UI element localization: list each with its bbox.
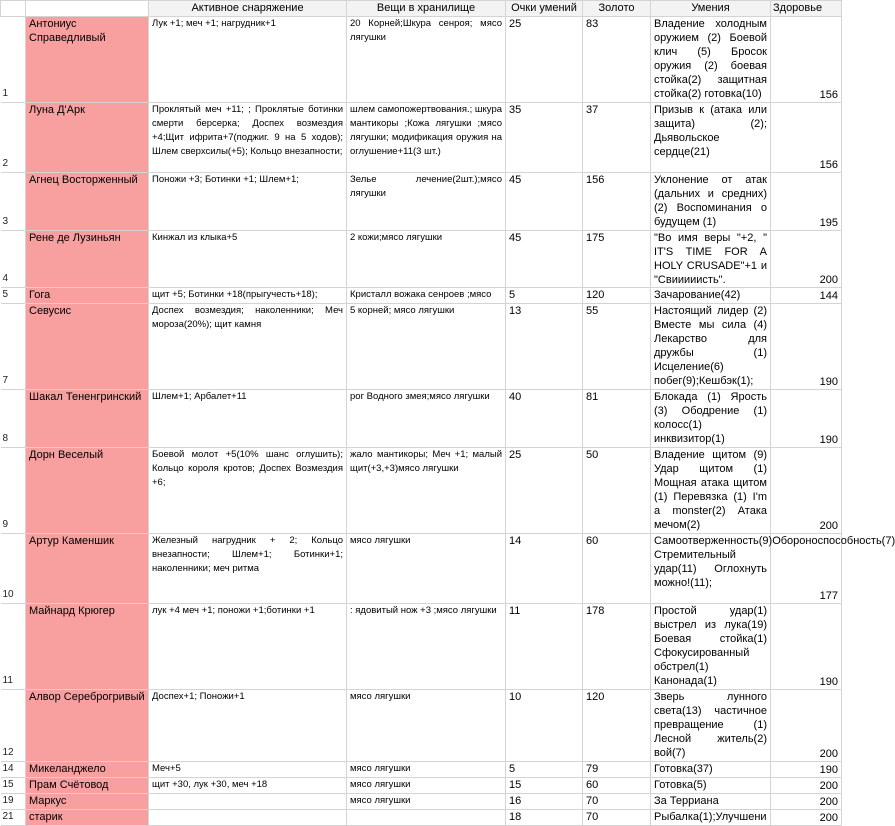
cell-gold[interactable]: 50	[583, 448, 651, 534]
cell-name[interactable]: Микеланджело	[26, 762, 149, 778]
cell-name[interactable]: Артур Каменшик	[26, 534, 149, 604]
cell-skills[interactable]: Блокада (1) Ярость (3) Ободрение (1) колосс(1) инквизитор(1)	[651, 390, 771, 448]
cell-gold[interactable]: 156	[583, 173, 651, 231]
cell-name[interactable]: Маркус	[26, 794, 149, 810]
cell-health[interactable]: 190	[771, 390, 842, 448]
cell-name[interactable]: Майнард Крюгер	[26, 604, 149, 690]
cell-name[interactable]: Прам Счётовод	[26, 778, 149, 794]
row-number: 8	[1, 390, 26, 448]
cell-storage[interactable]: мясо лягушки	[347, 794, 506, 810]
cell-skills[interactable]: Зверь лунного света(13) частичное превращение (1) Лесной житель(2) вой(7)	[651, 690, 771, 762]
cell-storage[interactable]: Зелье лечение(2шт.);мясо лягушки	[347, 173, 506, 231]
header-skills[interactable]: Умения	[651, 1, 771, 17]
cell-storage[interactable]: мясо лягушки	[347, 534, 506, 604]
cell-gold[interactable]: 178	[583, 604, 651, 690]
cell-equip[interactable]: лук +4 меч +1; поножи +1;ботинки +1	[149, 604, 347, 690]
table-row	[1, 231, 842, 288]
cell-equip[interactable]: Железный нагрудник + 2; Кольцо внезапности; Шлем+1; Ботинки+1; наколенники; меч ритма	[149, 534, 347, 604]
table-row	[1, 390, 842, 448]
row-number: 12	[1, 690, 26, 762]
cell-name[interactable]: Рене де Лузиньян	[26, 231, 149, 288]
table-row	[1, 288, 842, 304]
cell-equip[interactable]: Кинжал из клыка+5	[149, 231, 347, 288]
cell-storage[interactable]: мясо лягушки	[347, 690, 506, 762]
cell-skills[interactable]: Простой удар(1) выстрел из лука(19) Боевая стойка(1) Сфокусированный обстрел(1) Канонада(1)	[651, 604, 771, 690]
cell-equip[interactable]: Лук +1; меч +1; нагрудник+1	[149, 17, 347, 103]
cell-health[interactable]: 190	[771, 604, 842, 690]
cell-gold[interactable]: 79	[583, 762, 651, 778]
cell-equip[interactable]: щит +5; Ботинки +18(прыгучесть+18);	[149, 288, 347, 304]
cell-storage[interactable]: : ядовитый нож +3 ;мясо лягушки	[347, 604, 506, 690]
row-number: 4	[1, 231, 26, 288]
cell-health[interactable]: 200	[771, 231, 842, 288]
cell-name[interactable]: Луна Д'Арк	[26, 103, 149, 173]
cell-equip[interactable]: Боевой молот +5(10% шанс оглушить); Кольцо короля кротов; Доспех Возмездия +6;	[149, 448, 347, 534]
cell-name[interactable]: Дорн Веселый	[26, 448, 149, 534]
cell-health[interactable]: 200	[771, 794, 842, 810]
header-points[interactable]: Очки умений	[506, 1, 583, 17]
row-number: 10	[1, 534, 26, 604]
cell-storage[interactable]: 5 корней; мясо лягушки	[347, 304, 506, 390]
cell-skills[interactable]: Готовка(5)	[651, 778, 771, 794]
cell-equip[interactable]: Меч+5	[149, 762, 347, 778]
cell-points[interactable]: 25	[506, 17, 583, 103]
cell-health[interactable]: 190	[771, 762, 842, 778]
cell-health[interactable]: 144	[771, 288, 842, 304]
cell-points[interactable]: 40	[506, 390, 583, 448]
table-row	[1, 810, 842, 826]
cell-health[interactable]: 190	[771, 304, 842, 390]
cell-points[interactable]: 13	[506, 304, 583, 390]
cell-storage[interactable]: Кристалл вожака сенроев ;мясо	[347, 288, 506, 304]
table-row	[1, 17, 842, 103]
cell-skills[interactable]: Готовка(37)	[651, 762, 771, 778]
cell-gold[interactable]: 83	[583, 17, 651, 103]
cell-name[interactable]: Агнец Восторженный	[26, 173, 149, 231]
header-name-blank[interactable]	[26, 1, 149, 17]
cell-points[interactable]: 45	[506, 231, 583, 288]
header-row	[1, 1, 842, 17]
cell-health[interactable]: 200	[771, 778, 842, 794]
cell-storage[interactable]: 20 Корней;Шкура сенроя; мясо лягушки	[347, 17, 506, 103]
cell-equip[interactable]: Доспех+1; Поножи+1	[149, 690, 347, 762]
cell-skills[interactable]: Рыбалка(1);Улучшени	[651, 810, 771, 826]
cell-points[interactable]: 5	[506, 762, 583, 778]
cell-storage[interactable]: рог Водного змея;мясо лягушки	[347, 390, 506, 448]
table-row	[1, 604, 842, 690]
cell-skills[interactable]: Владение щитом (9) Удар щитом (1) Мощная атака щитом (1) Перевязка (1) I'm a monster(2) Атака мечом(2)	[651, 448, 771, 534]
header-gold[interactable]: Золото	[583, 1, 651, 17]
cell-name[interactable]: старик	[26, 810, 149, 826]
row-number: 15	[1, 778, 26, 794]
table-row	[1, 762, 842, 778]
cell-gold[interactable]: 70	[583, 794, 651, 810]
cell-name[interactable]: Севусис	[26, 304, 149, 390]
cell-equip[interactable]: Проклятый меч +11; ; Проклятые ботинки смерти берсерка; Доспех возмездия +4;Щит ифрита+7(поджиг. 9 на 5 ходов); Шлем сверхсилы(+5); Кольцо внезапности;	[149, 103, 347, 173]
table-row	[1, 690, 842, 762]
cell-storage[interactable]	[347, 810, 506, 826]
cell-skills[interactable]: Призыв к (атака или защита) (2); Дьявольское сердце(21)	[651, 103, 771, 173]
cell-points[interactable]: 15	[506, 778, 583, 794]
table-row	[1, 448, 842, 534]
cell-points[interactable]: 45	[506, 173, 583, 231]
cell-equip[interactable]: щит +30, лук +30, меч +18	[149, 778, 347, 794]
cell-storage[interactable]: жало мантикоры; Меч +1; малый щит(+3,+3)мясо лягушки	[347, 448, 506, 534]
row-number: 5	[1, 288, 26, 304]
row-number: 21	[1, 810, 26, 826]
table-row	[1, 534, 842, 604]
header-health[interactable]: Здоровье	[771, 1, 842, 17]
cell-skills[interactable]: Зачарование(42)	[651, 288, 771, 304]
cell-points[interactable]: 35	[506, 103, 583, 173]
cell-health[interactable]: 156	[771, 17, 842, 103]
cell-points[interactable]: 18	[506, 810, 583, 826]
cell-points[interactable]: 16	[506, 794, 583, 810]
cell-storage[interactable]: мясо лягушки	[347, 778, 506, 794]
cell-health[interactable]: 177	[771, 534, 842, 604]
header-storage[interactable]: Вещи в хранилище	[347, 1, 506, 17]
cell-points[interactable]: 10	[506, 690, 583, 762]
cell-storage[interactable]: мясо лягушки	[347, 762, 506, 778]
cell-health[interactable]: 195	[771, 173, 842, 231]
cell-gold[interactable]: 60	[583, 778, 651, 794]
cell-equip[interactable]	[149, 794, 347, 810]
row-number: 3	[1, 173, 26, 231]
row-number: 1	[1, 17, 26, 103]
table-row	[1, 778, 842, 794]
header-equip[interactable]: Активное снаряжение	[149, 1, 347, 17]
cell-skills[interactable]: Владение холодным оружием (2) Боевой клич (5) Бросок оружия (2) боевая стойка(2) защитная стойка(2) готовка(10)	[651, 17, 771, 103]
cell-health[interactable]: 156	[771, 103, 842, 173]
row-number: 11	[1, 604, 26, 690]
cell-skills[interactable]: За Терриана	[651, 794, 771, 810]
row-number: 19	[1, 794, 26, 810]
cell-name[interactable]: Гога	[26, 288, 149, 304]
cell-gold[interactable]: 175	[583, 231, 651, 288]
cell-storage[interactable]: 2 кожи;мясо лягушки	[347, 231, 506, 288]
cell-gold[interactable]: 60	[583, 534, 651, 604]
cell-name[interactable]: Алвор Сереброгривый	[26, 690, 149, 762]
table-row	[1, 304, 842, 390]
cell-skills[interactable]: Настоящий лидер (2) Вместе мы сила (4) Лекарство для дружбы (1) Исцеление(6) побег(9);Кешбэк(1);	[651, 304, 771, 390]
cell-points[interactable]: 11	[506, 604, 583, 690]
cell-points[interactable]: 25	[506, 448, 583, 534]
cell-health[interactable]: 200	[771, 810, 842, 826]
cell-points[interactable]: 14	[506, 534, 583, 604]
cell-name[interactable]: Шакал Тененгринский	[26, 390, 149, 448]
table-row	[1, 173, 842, 231]
cell-gold[interactable]: 55	[583, 304, 651, 390]
cell-skills[interactable]: Уклонение от атак (дальних и средних) (2) Воспоминания о будущем (1)	[651, 173, 771, 231]
row-number: 14	[1, 762, 26, 778]
cell-name[interactable]: Антониус Справедливый	[26, 17, 149, 103]
table-row	[1, 103, 842, 173]
cell-gold[interactable]: 120	[583, 690, 651, 762]
cell-skills[interactable]: "Во имя веры "+2, " IT'S TIME FOR A HOLY CRUSADE"+1 и "Свииииисть".	[651, 231, 771, 288]
cell-gold[interactable]: 120	[583, 288, 651, 304]
cell-equip[interactable]	[149, 810, 347, 826]
cell-equip[interactable]: Поножи +3; Ботинки +1; Шлем+1;	[149, 173, 347, 231]
cell-gold[interactable]: 37	[583, 103, 651, 173]
cell-gold[interactable]: 70	[583, 810, 651, 826]
cell-points[interactable]: 5	[506, 288, 583, 304]
cell-health[interactable]: 200	[771, 448, 842, 534]
row-number: 2	[1, 103, 26, 173]
cell-skills[interactable]: Самоотверженность(9)Обороноспособность(7) Стремительный удар(11) Оглохнуть можно!(11);	[651, 534, 771, 604]
cell-equip[interactable]: Доспех возмездия; наколенники; Меч мороза(20%); щит камня	[149, 304, 347, 390]
row-number: 7	[1, 304, 26, 390]
table-row	[1, 794, 842, 810]
row-number: 9	[1, 448, 26, 534]
cell-storage[interactable]: шлем самопожертвования.; шкура мантикоры ;Кожа лягушки ;мясо лягушки; модификация оружия на оглушение+11(3 шт.)	[347, 103, 506, 173]
header-blank	[1, 1, 26, 17]
cell-equip[interactable]: Шлем+1; Арбалет+11	[149, 390, 347, 448]
cell-gold[interactable]: 81	[583, 390, 651, 448]
cell-health[interactable]: 200	[771, 690, 842, 762]
